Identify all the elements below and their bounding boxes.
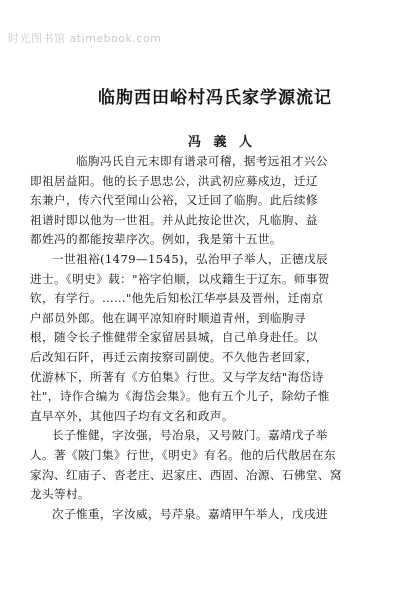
body-line: 次子惟重，字汝威，号芹泉。嘉靖甲午举人，戊戌进 xyxy=(52,506,328,521)
body-line: 东兼户，传六代至闻山公裕，又迁回了临朐。此后续修 xyxy=(30,193,318,208)
body-line: 都姓冯的都能按辈序次。例如，我是第十五世。 xyxy=(30,232,282,247)
body-line: 临朐冯氏自元末即有谱录可稽，据考远祖才兴公 xyxy=(76,154,328,168)
body-line: 家沟、红庙子、沓老庄、迟家庄、西固、冶源、石佛堂、窝 xyxy=(30,467,342,482)
body-line: 社"，诗作合编为《海岱会集》。他有五个儿子，除幼子惟 xyxy=(30,389,330,404)
body-line: 户部员外郎。他在调平凉知府时顺道青州，到临朐寻 xyxy=(30,310,306,325)
document-title: 临朐西田峪村冯氏家学源流记 xyxy=(98,88,332,108)
body-line: 根，随令长子惟健带全家留居县城，自己单身赴任。以 xyxy=(30,330,318,345)
document-author: 冯 義 人 xyxy=(188,135,257,150)
body-line: 钦，有学行。……"他先后知松江华亭县及晋州，迁南京 xyxy=(30,291,324,306)
watermark-text: 时光图书馆 atimebook.com xyxy=(8,32,162,45)
body-line: 一世祖裕(1479—1545)，弘治甲子举人，正德戊辰 xyxy=(52,251,328,266)
body-line: 优游林下，所著有《方伯集》行世。又与学友结"海岱诗 xyxy=(30,369,324,384)
body-line: 进士。《明史》载："裕字伯顺，以戍籍生于辽东。师事贺 xyxy=(30,271,330,286)
body-line: 后改知石阡，再迁云南按察司副使。不久他告老回家， xyxy=(30,349,318,364)
body-line: 即祖居益阳。他的长子思忠公，洪武初应募戍边，迁辽 xyxy=(30,173,318,188)
body-line: 祖谱时即以他为一世祖。并从此按论世次，凡临朐、益 xyxy=(30,212,318,227)
document-body xyxy=(30,152,398,524)
body-line: 长子惟健，字汝强，号冶泉，又号陂门。嘉靖戊子举 xyxy=(52,428,328,443)
document-page xyxy=(30,0,398,600)
body-line: 人。著《陂门集》行世，《明史》有名。他的后代散居在东 xyxy=(30,447,337,462)
body-line: 直早卒外，其他四子均有文名和政声。 xyxy=(30,408,234,423)
body-line: 龙头等村。 xyxy=(30,487,90,502)
